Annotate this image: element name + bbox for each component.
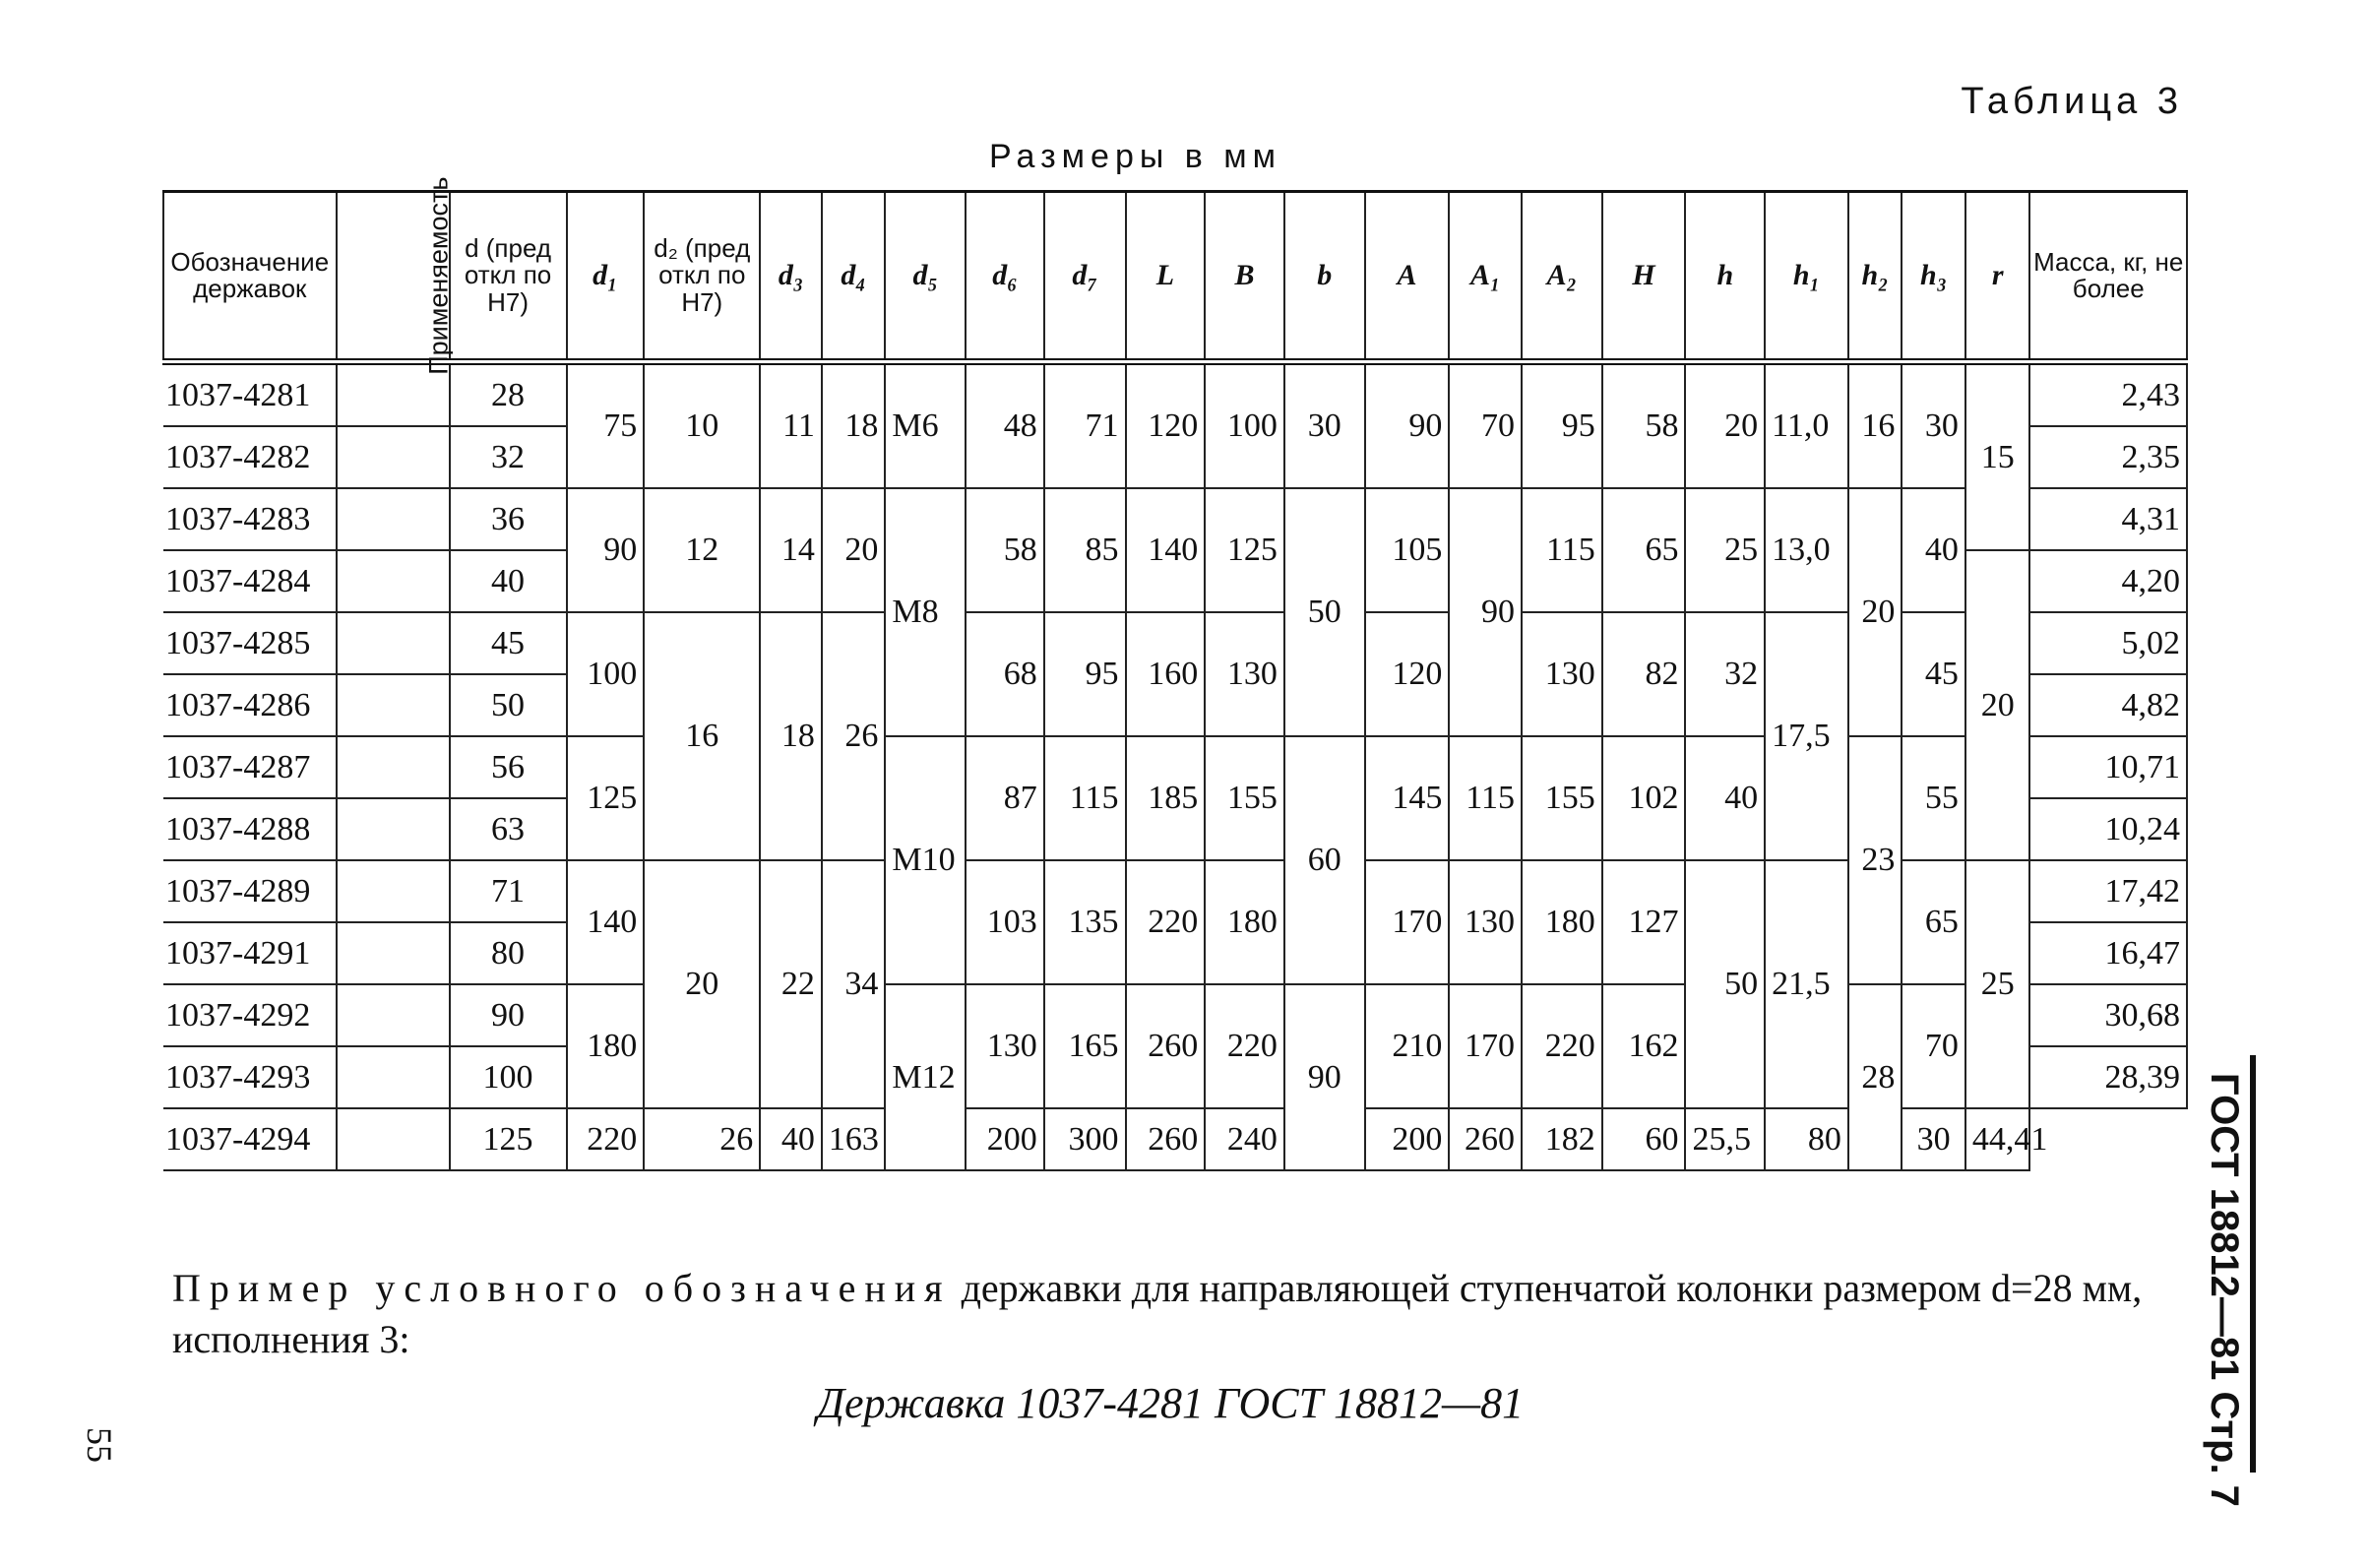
table-row: [163, 984, 2187, 1046]
d4-cell: 40: [760, 1108, 822, 1170]
d1-cell: 100: [567, 612, 645, 736]
table-row: [163, 736, 2187, 798]
d7-cell: 200: [966, 1108, 1044, 1170]
H-cell: 58: [1602, 362, 1686, 489]
r-cell: 30: [1902, 1108, 1965, 1170]
header-d3: d₃: [760, 192, 822, 362]
h-cell: 60: [1602, 1108, 1686, 1170]
H-cell: 162: [1602, 984, 1686, 1108]
mass-cell: 2,43: [2029, 362, 2187, 427]
d-cell: 40: [450, 550, 567, 612]
A2-cell: 220: [1522, 984, 1602, 1108]
d-cell: 32: [450, 426, 567, 488]
A-cell: 120: [1365, 612, 1450, 736]
r-cell: 20: [1965, 550, 2030, 860]
applicability-cell: [337, 550, 450, 612]
header-d2: d₂ (пред откл по Н7): [644, 192, 760, 362]
B-cell: 260: [1126, 1108, 1206, 1170]
d-cell: 56: [450, 736, 567, 798]
header-A2: A₂: [1522, 192, 1602, 362]
b-cell: 60: [1284, 736, 1365, 984]
d6-cell: 68: [966, 612, 1044, 736]
A2-cell: 180: [1522, 860, 1602, 984]
applicability-cell: [337, 488, 450, 550]
A2-cell: 155: [1522, 736, 1602, 860]
d6-cell: 87: [966, 736, 1044, 860]
header-r: r: [1965, 192, 2030, 362]
applicability-cell: [337, 426, 450, 488]
mass-cell: 5,02: [2029, 612, 2187, 674]
A2-cell: 95: [1522, 362, 1602, 489]
d-cell: 90: [450, 984, 567, 1046]
header-d7: d₇: [1044, 192, 1126, 362]
mass-cell: 16,47: [2029, 922, 2187, 984]
d1-cell: 75: [567, 362, 645, 489]
d1-cell: 90: [567, 488, 645, 612]
B-cell: 130: [1205, 612, 1284, 736]
B-cell: 125: [1205, 488, 1284, 612]
mass-cell: 4,20: [2029, 550, 2187, 612]
applicability-cell: [337, 674, 450, 736]
L-cell: 185: [1126, 736, 1206, 860]
mass-cell: 10,71: [2029, 736, 2187, 798]
h2-cell: 28: [1848, 984, 1902, 1170]
designation-cell: 1037-4286: [163, 674, 337, 736]
B-cell: 155: [1205, 736, 1284, 860]
h2-cell: 23: [1848, 736, 1902, 984]
example-text: державки для направляющей ступенчатой колонки размером d=28 мм, исполнения 3:: [172, 1266, 2143, 1361]
r-cell: 15: [1965, 362, 2030, 551]
A-cell: 145: [1365, 736, 1450, 860]
designation-cell: 1037-4283: [163, 488, 337, 550]
applicability-cell: [337, 984, 450, 1046]
d-cell: 71: [450, 860, 567, 922]
table-row: [163, 362, 2187, 427]
page-number: 55: [80, 1427, 119, 1463]
header-h: h: [1685, 192, 1765, 362]
d1-cell: 180: [567, 984, 645, 1108]
L-cell: 260: [1126, 984, 1206, 1108]
d1-cell: 220: [567, 1108, 645, 1170]
L-cell: 300: [1044, 1108, 1126, 1170]
designation-cell: 1037-4289: [163, 860, 337, 922]
d4-cell: 20: [822, 488, 886, 612]
header-d5: d₅: [885, 192, 966, 362]
b-cell: 50: [1284, 488, 1365, 736]
units-label: Размеры в мм: [989, 138, 1282, 175]
header-d6: d₆: [966, 192, 1044, 362]
header-designation: Обозначение державок: [163, 192, 337, 362]
A-cell: 170: [1365, 860, 1450, 984]
B-cell: 100: [1205, 362, 1284, 489]
d4-cell: 34: [822, 860, 886, 1108]
d6-cell: 48: [966, 362, 1044, 489]
header-b: b: [1284, 192, 1365, 362]
designation-example: Державка 1037-4281 ГОСТ 18812—81: [817, 1379, 1525, 1427]
h3-cell: 40: [1902, 488, 1965, 612]
applicability-cell: [337, 736, 450, 798]
H-cell: 182: [1522, 1108, 1602, 1170]
applicability-cell: [337, 798, 450, 860]
header-d: d (пред откл по Н7): [450, 192, 567, 362]
d7-cell: 135: [1044, 860, 1126, 984]
designation-cell: 1037-4284: [163, 550, 337, 612]
d1-cell: 140: [567, 860, 645, 984]
designation-cell: 1037-4294: [163, 1108, 337, 1170]
header-h1: h₁: [1765, 192, 1848, 362]
d7-cell: 165: [1044, 984, 1126, 1108]
mass-cell: 30,68: [2029, 984, 2187, 1046]
designation-cell: 1037-4282: [163, 426, 337, 488]
B-cell: 180: [1205, 860, 1284, 984]
applicability-cell: [337, 922, 450, 984]
b-cell: 30: [1284, 362, 1365, 489]
A1-cell: 170: [1449, 984, 1522, 1108]
designation-cell: 1037-4287: [163, 736, 337, 798]
d3-cell: 14: [760, 488, 822, 612]
d6-cell: 103: [966, 860, 1044, 984]
d-cell: 100: [450, 1046, 567, 1108]
d-cell: 36: [450, 488, 567, 550]
header-mass: Масса, кг, не более: [2029, 192, 2187, 362]
mass-cell: 4,82: [2029, 674, 2187, 736]
d-cell: 63: [450, 798, 567, 860]
designation-cell: 1037-4281: [163, 362, 337, 427]
designation-cell: 1037-4285: [163, 612, 337, 674]
d5-cell: М8: [885, 488, 966, 736]
h1-cell: 11,0: [1765, 362, 1848, 489]
h3-cell: 30: [1902, 362, 1965, 489]
h2-cell: 20: [1848, 488, 1902, 736]
d-cell: 28: [450, 362, 567, 427]
mass-cell: 2,35: [2029, 426, 2187, 488]
h1-cell: 17,5: [1765, 612, 1848, 860]
L-cell: 120: [1126, 362, 1206, 489]
A2-cell: 115: [1522, 488, 1602, 612]
header-row: [163, 192, 2187, 362]
header-h3: h₃: [1902, 192, 1965, 362]
A1-cell: 200: [1365, 1108, 1450, 1170]
d2-cell: 16: [644, 612, 760, 860]
h-cell: 40: [1685, 736, 1765, 860]
d5-cell: М6: [885, 362, 966, 489]
L-cell: 160: [1126, 612, 1206, 736]
header-A: A: [1365, 192, 1450, 362]
applicability-cell: [337, 612, 450, 674]
table-row: [163, 488, 2187, 550]
A-cell: 210: [1365, 984, 1450, 1108]
designation-cell: 1037-4291: [163, 922, 337, 984]
H-cell: 127: [1602, 860, 1686, 984]
d5-cell: М12: [885, 984, 966, 1170]
mass-cell: 10,24: [2029, 798, 2187, 860]
mass-cell: 44,41: [1965, 1108, 2030, 1170]
h-cell: 32: [1685, 612, 1765, 736]
d7-cell: 115: [1044, 736, 1126, 860]
d7-cell: 85: [1044, 488, 1126, 612]
designation-cell: 1037-4288: [163, 798, 337, 860]
A-cell: 105: [1365, 488, 1450, 612]
dimensions-table: [162, 176, 2188, 1171]
h3-cell: 55: [1902, 736, 1965, 860]
A2-cell: 130: [1522, 612, 1602, 736]
h3-cell: 65: [1902, 860, 1965, 984]
header-d4: d₄: [822, 192, 886, 362]
d-cell: 80: [450, 922, 567, 984]
h3-cell: 45: [1902, 612, 1965, 736]
H-cell: 65: [1602, 488, 1686, 612]
d2-cell: 12: [644, 488, 760, 612]
h1-cell: 13,0: [1765, 488, 1848, 612]
d7-cell: 95: [1044, 612, 1126, 736]
A2-cell: 260: [1449, 1108, 1522, 1170]
L-cell: 220: [1126, 860, 1206, 984]
H-cell: 102: [1602, 736, 1686, 860]
d2-cell: 10: [644, 362, 760, 489]
d4-cell: 26: [822, 612, 886, 860]
d-cell: 45: [450, 612, 567, 674]
designation-cell: 1037-4292: [163, 984, 337, 1046]
A1-cell: 70: [1449, 362, 1522, 489]
d4-cell: 18: [822, 362, 886, 489]
header-applicability: Применяемость: [337, 192, 450, 362]
d6-cell: 58: [966, 488, 1044, 612]
h3-cell: 70: [1902, 984, 1965, 1108]
d3-cell: 11: [760, 362, 822, 489]
A-cell: 240: [1205, 1108, 1284, 1170]
d1-cell: 125: [567, 736, 645, 860]
h1-cell: 21,5: [1765, 860, 1848, 1108]
B-cell: 220: [1205, 984, 1284, 1108]
d2-cell: 20: [644, 860, 760, 1108]
header-d1: d₁: [567, 192, 645, 362]
d7-cell: 71: [1044, 362, 1126, 489]
A1-cell: 130: [1449, 860, 1522, 984]
applicability-cell: [337, 1108, 450, 1170]
d6-cell: 163: [822, 1108, 886, 1170]
header-A1: A₁: [1449, 192, 1522, 362]
h-cell: 25: [1685, 488, 1765, 612]
side-rule: [2250, 1055, 2256, 1473]
d-cell: 50: [450, 674, 567, 736]
d3-cell: 26: [644, 1108, 760, 1170]
table-label: Таблица 3: [1961, 81, 2183, 122]
d3-cell: 22: [760, 860, 822, 1108]
d6-cell: 130: [966, 984, 1044, 1108]
H-cell: 82: [1602, 612, 1686, 736]
mass-cell: 4,31: [2029, 488, 2187, 550]
header-H: H: [1602, 192, 1686, 362]
d3-cell: 18: [760, 612, 822, 860]
example-paragraph: [172, 1263, 2200, 1365]
L-cell: 140: [1126, 488, 1206, 612]
mass-cell: 28,39: [2029, 1046, 2187, 1108]
example-lead: Пример условного обозначения: [172, 1266, 952, 1310]
mass-cell: 17,42: [2029, 860, 2187, 922]
d5-cell: М10: [885, 736, 966, 984]
applicability-cell: [337, 1046, 450, 1108]
A1-cell: 115: [1449, 736, 1522, 860]
h-cell: 50: [1685, 860, 1765, 1108]
h2-cell: 16: [1848, 362, 1902, 489]
h-cell: 20: [1685, 362, 1765, 489]
designation-cell: 1037-4293: [163, 1046, 337, 1108]
A1-cell: 90: [1449, 488, 1522, 736]
A-cell: 90: [1365, 362, 1450, 489]
applicability-cell: [337, 860, 450, 922]
header-L: L: [1126, 192, 1206, 362]
h1-cell: 25,5: [1685, 1108, 1765, 1170]
h3-cell: 80: [1765, 1108, 1848, 1170]
header-B: B: [1205, 192, 1284, 362]
b-cell: 90: [1284, 984, 1365, 1170]
r-cell: 25: [1965, 860, 2030, 1108]
d-cell: 125: [450, 1108, 567, 1170]
header-h2: h₂: [1848, 192, 1902, 362]
